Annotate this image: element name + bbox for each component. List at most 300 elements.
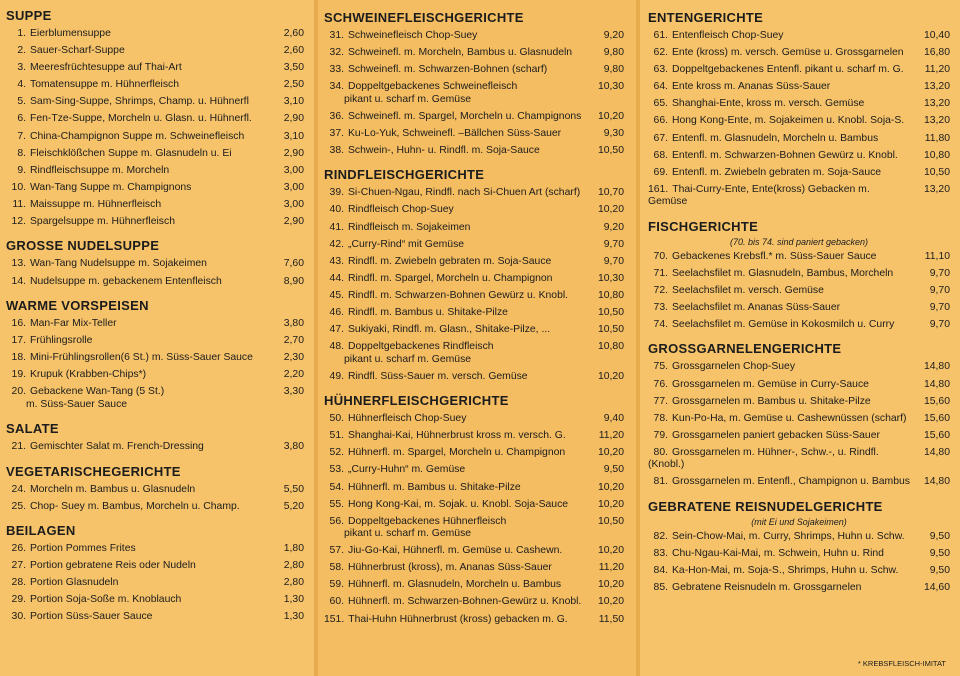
menu-item-number: 71. (653, 267, 668, 279)
menu-item-number: 67. (653, 132, 668, 144)
menu-item-number: 59. (329, 579, 344, 591)
menu-column-2 (318, 0, 636, 676)
menu-item-number: 9. (17, 164, 26, 176)
menu-item-name: Krupuk (Krabben-Chips*) (30, 369, 147, 381)
menu-item (6, 594, 304, 606)
menu-section-beilagen (6, 523, 304, 624)
menu-item-price: 9,80 (603, 64, 624, 76)
menu-item (648, 447, 950, 472)
menu-item-number: 39. (329, 187, 344, 199)
menu-item-description (648, 285, 916, 297)
menu-item-name: Thai-Curry-Ente, Ente(kross) Gebacken m. Gemüse (648, 183, 870, 208)
menu-item-name: Sam-Sing-Suppe, Shrimps, Champ. u. Hühnerfl (30, 96, 249, 108)
menu-item-name: Rindfl. m. Bambus u. Shitake-Pilze (348, 307, 508, 319)
menu-item-description (324, 307, 590, 319)
menu-item-name: Seelachsfilet m. Glasnudeln, Bambus, Morcheln (672, 267, 894, 279)
menu-item-number: 76. (653, 378, 668, 390)
menu-item-price: 2,50 (283, 79, 304, 91)
menu-item-description (324, 413, 590, 425)
menu-item (324, 447, 624, 459)
menu-item-name: Chu-Ngau-Kai-Mai, m. Schwein, Huhn u. Rind (672, 547, 884, 559)
menu-item-name: Gebratene Reisnudeln m. Grossgarnelen (672, 582, 862, 594)
menu-section-fischgerichte (648, 219, 950, 332)
menu-item-description (6, 182, 270, 194)
menu-item (324, 324, 624, 336)
menu-item-number: 49. (329, 370, 344, 382)
menu-item-name: Entenfleisch Chop-Suey (672, 30, 784, 41)
menu-item (6, 335, 304, 347)
menu-item-price: 9,80 (603, 47, 624, 59)
menu-item-description (648, 531, 916, 543)
menu-item-number: 36. (329, 110, 344, 122)
menu-item-price: 2,60 (283, 45, 304, 57)
menu-item-description (648, 251, 916, 263)
menu-section-entengerichte (648, 10, 950, 209)
menu-item-price: 10,80 (923, 149, 950, 161)
menu-item (648, 81, 950, 93)
menu-item-description (648, 47, 916, 59)
menu-item-price: 10,20 (597, 498, 624, 510)
menu-item-price: 16,80 (923, 47, 950, 59)
menu-item-price: 10,50 (597, 307, 624, 319)
menu-item-number: 46. (329, 307, 344, 319)
fold-line (314, 0, 318, 676)
menu-item-price: 11,20 (598, 430, 624, 442)
menu-item-name: Schweinefleisch Chop-Suey (348, 30, 478, 41)
menu-item-subline: pikant u. scharf m. Gemüse (344, 353, 472, 365)
menu-item (324, 111, 624, 123)
menu-item (324, 128, 624, 140)
menu-item-number: 11. (12, 198, 26, 210)
menu-item-number: 43. (329, 255, 344, 267)
menu-item (6, 79, 304, 91)
menu-item-name: Doppeltgebackenes Hühnerfleisch (348, 515, 507, 527)
menu-item-number: 42. (329, 238, 344, 250)
menu-item-number: 14. (11, 275, 26, 287)
menu-item-name: Schweinefl. m. Schwarzen-Bohnen (scharf) (348, 64, 548, 76)
menu-item-price: 3,50 (283, 62, 304, 74)
menu-item-description (6, 386, 270, 411)
menu-item-description (648, 133, 916, 145)
menu-item-description (648, 81, 916, 93)
menu-item-number: 68. (653, 149, 668, 161)
menu-item (324, 222, 624, 234)
menu-item-name: Grossgarnelen m. Hühner-, Schw.-, u. Rindfl. (Knobl.) (648, 446, 879, 471)
menu-item-price: 2,90 (283, 147, 304, 159)
menu-item-description (6, 148, 270, 160)
menu-item-description (648, 167, 916, 179)
menu-item-description (6, 560, 270, 572)
menu-item (6, 560, 304, 572)
menu-item-description (6, 62, 270, 74)
menu-item-price: 10,30 (597, 272, 624, 284)
menu-item (324, 256, 624, 268)
menu-item (324, 81, 624, 106)
menu-item-price: 10,50 (597, 515, 624, 527)
menu-item-price: 3,00 (283, 181, 304, 193)
menu-item-description (324, 341, 590, 366)
menu-item-description (648, 413, 916, 425)
menu-item (6, 45, 304, 57)
menu-item-price: 5,20 (283, 500, 304, 512)
menu-item-name: Gebackene Wan-Tang (5 St.) (30, 386, 165, 398)
menu-item-number: 151. (324, 613, 345, 625)
menu-column-1 (0, 0, 314, 676)
menu-item-name: Thai-Huhn Hühnerbrust (kross) gebacken m. G. (348, 613, 568, 625)
menu-section-gebratene-reisnudelgerichte (648, 499, 950, 595)
menu-item-number: 24. (11, 483, 26, 495)
menu-item-price: 14,80 (923, 361, 950, 373)
menu-item (648, 361, 950, 373)
menu-item-price: 7,60 (283, 258, 304, 270)
menu-item-description (6, 369, 270, 381)
menu-item (648, 319, 950, 331)
menu-item-name: Seelachsfilet m. Gemüse in Kokosmilch u. Curry (672, 319, 895, 331)
menu-item-name: Hühnerfl. m. Spargel, Morcheln u. Champignon (348, 447, 566, 459)
menu-item-number: 75. (653, 361, 668, 373)
menu-item-description (648, 319, 916, 331)
menu-item-description (324, 371, 590, 383)
menu-item-price: 3,80 (283, 317, 304, 329)
menu-item-number: 31. (329, 30, 344, 41)
menu-item-description (324, 596, 590, 608)
menu-item-price: 15,60 (923, 395, 950, 407)
menu-item-number: 65. (653, 98, 668, 110)
menu-item-name: Morcheln m. Bambus u. Glasnudeln (30, 483, 196, 495)
menu-item-number: 57. (329, 545, 344, 557)
menu-item-name: Rindfl. m. Spargel, Morcheln u. Champignon (348, 272, 553, 284)
menu-item-description (6, 45, 270, 57)
menu-item-number: 53. (329, 464, 344, 476)
menu-item-description (324, 273, 590, 285)
menu-item-price: 9,70 (929, 319, 950, 331)
menu-item-price: 9,20 (603, 221, 624, 233)
menu-item-price: 10,20 (597, 110, 624, 122)
menu-item-number: 50. (329, 413, 344, 425)
menu-item-description (324, 239, 590, 251)
menu-item-number: 18. (11, 352, 26, 364)
menu-item (324, 341, 624, 366)
menu-item-description (324, 222, 590, 234)
menu-item-price: 14,80 (923, 476, 950, 488)
menu-item-name: Ku-Lo-Yuk, Schweinefl. –Bällchen Süss-Sauer (348, 127, 562, 139)
menu-item-name: Portion Pommes Frites (30, 543, 136, 555)
menu-item-description (324, 614, 590, 626)
menu-item (648, 531, 950, 543)
menu-item-price: 2,60 (283, 28, 304, 39)
footnote: * KREBSFLEISCH-IMITAT (857, 659, 946, 668)
menu-item-number: 6. (17, 113, 26, 125)
menu-item-number: 32. (329, 47, 344, 59)
menu-item-price: 1,30 (283, 611, 304, 623)
menu-item-subline: m. Süss-Sauer Sauce (26, 398, 128, 410)
menu-item-description (324, 516, 590, 541)
menu-item-number: 30. (11, 611, 26, 623)
menu-item-name: Schweinefl. m. Morcheln, Bambus u. Glasnudeln (348, 47, 573, 59)
menu-item (6, 577, 304, 589)
menu-item (6, 258, 304, 270)
menu-item-number: 51. (329, 430, 344, 442)
menu-item (648, 582, 950, 594)
menu-item-number: 84. (653, 565, 668, 576)
menu-item-name: Portion Soja-Soße m. Knoblauch (30, 594, 182, 606)
menu-item-price: 11,80 (924, 132, 950, 144)
menu-item-description (6, 318, 270, 330)
menu-item-number: 73. (653, 301, 668, 313)
menu-item-description (6, 276, 270, 288)
menu-item-name: Eierblumensuppe (30, 28, 111, 39)
menu-item-description (6, 594, 270, 606)
menu-item (324, 562, 624, 574)
menu-item-name: Hühnerbrust (kross), m. Ananas Süss-Sauer (348, 562, 552, 574)
menu-item-number: 25. (11, 500, 26, 512)
menu-item-name: Hong Kong-Kai, m. Sojak. u. Knobl. Soja-Sauce (348, 498, 569, 510)
section-title: SCHWEINEFLEISCHGERICHTE (324, 10, 524, 25)
menu-item-description (648, 115, 916, 127)
menu-section-grosse-nudelsuppe (6, 238, 304, 288)
menu-item-price: 15,60 (923, 429, 950, 441)
menu-item-description (324, 499, 590, 511)
menu-item (6, 441, 304, 453)
menu-item-number: 29. (11, 594, 26, 606)
menu-section-salate (6, 421, 304, 453)
menu-item-price: 11,20 (598, 562, 624, 574)
menu-item (6, 182, 304, 194)
menu-item-number: 85. (653, 582, 668, 594)
menu-item (6, 113, 304, 125)
menu-item-name: Wan-Tang Suppe m. Champignons (30, 181, 192, 193)
menu-item-price: 10,50 (597, 144, 624, 156)
menu-item-number: 3. (17, 62, 26, 74)
menu-section-vegetarischegerichte (6, 464, 304, 514)
menu-item (6, 62, 304, 74)
menu-item-price: 10,20 (597, 596, 624, 608)
menu-item-price: 13,20 (923, 115, 950, 127)
menu-item-price: 5,50 (283, 483, 304, 495)
section-title: BEILAGEN (6, 523, 76, 539)
menu-item-description (6, 79, 270, 91)
menu-item-description (648, 379, 916, 391)
menu-item (324, 273, 624, 285)
menu-item-number: 74. (653, 319, 668, 331)
menu-item-description (648, 98, 916, 110)
menu-item-number: 27. (11, 560, 26, 572)
menu-item-number: 82. (653, 530, 668, 542)
menu-item-number: 58. (329, 562, 344, 574)
menu-item-name: Rindfl. m. Zwiebeln gebraten m. Soja-Sauce (348, 255, 552, 267)
menu-item-price: 11,10 (924, 250, 950, 262)
menu-item-price: 10,30 (597, 81, 624, 93)
menu-item (648, 133, 950, 145)
menu-item-number: 33. (329, 64, 344, 76)
menu-item-description (648, 30, 916, 42)
menu-item-price: 9,70 (603, 255, 624, 267)
menu-item-description (324, 187, 590, 199)
menu-item (324, 371, 624, 383)
menu-item-number: 52. (329, 447, 344, 459)
menu-section-grossgarnelengerichte (648, 341, 950, 488)
menu-item (324, 430, 624, 442)
menu-item-price: 9,50 (929, 565, 950, 576)
menu-item-price: 10,20 (597, 481, 624, 493)
menu-item-name: Portion Süss-Sauer Sauce (30, 611, 153, 623)
menu-item-name: „Curry-Huhn“ m. Gemüse (348, 464, 466, 476)
menu-item-price: 3,00 (283, 164, 304, 176)
menu-item-name: Frühlingsrolle (30, 335, 93, 347)
fold-line (636, 0, 640, 676)
menu-item-number: 41. (329, 221, 344, 233)
menu-item-description (6, 543, 270, 555)
menu-item-name: Seelachsfilet m. versch. Gemüse (672, 284, 824, 296)
section-title: SUPPE (6, 8, 52, 23)
menu-item-description (324, 145, 590, 157)
menu-item-description (648, 430, 916, 442)
menu-item-price: 9,50 (929, 547, 950, 559)
menu-item-price: 3,30 (283, 386, 304, 398)
menu-item-number: 20. (11, 386, 26, 398)
menu-section-schweinefleischgerichte (324, 10, 624, 157)
menu-item-description (648, 64, 916, 76)
menu-item-description (324, 464, 590, 476)
menu-item (648, 565, 950, 577)
menu-item-price: 9,20 (603, 30, 624, 41)
menu-item-price: 2,80 (283, 560, 304, 572)
menu-item-number: 17. (11, 335, 26, 347)
menu-item-number: 34. (329, 81, 344, 93)
menu-item-description (648, 361, 916, 373)
menu-item-description (6, 28, 270, 40)
menu-item-price: 9,70 (929, 301, 950, 313)
menu-item (324, 482, 624, 494)
menu-item (648, 413, 950, 425)
menu-item-name: Portion gebratene Reis oder Nudeln (30, 560, 196, 572)
menu-item (6, 216, 304, 228)
section-title: ENTENGERICHTE (648, 10, 764, 25)
menu-item-name: Rindfl. Süss-Sauer m. versch. Gemüse (348, 370, 528, 382)
menu-item-description (6, 96, 270, 108)
menu-item-name: Man-Far Mix-Teller (30, 317, 117, 329)
menu-item-price: 1,30 (283, 594, 304, 606)
menu-item (648, 379, 950, 391)
menu-item-name: Grossgarnelen m. Bambus u. Shitake-Pilze (672, 395, 871, 407)
menu-item-description (648, 447, 916, 472)
menu-item-number: 54. (329, 481, 344, 493)
menu-item (6, 276, 304, 288)
menu-item-price: 10,20 (597, 579, 624, 591)
menu-item-description (324, 30, 590, 42)
menu-item-price: 2,70 (283, 335, 304, 347)
menu-item-description (6, 131, 270, 143)
menu-item-price: 13,20 (923, 81, 950, 93)
menu-item-number: 61. (653, 30, 668, 41)
menu-item-price: 13,20 (923, 98, 950, 110)
menu-item-description (6, 258, 270, 270)
menu-item-number: 13. (11, 258, 26, 270)
menu-item (648, 430, 950, 442)
menu-item (6, 386, 304, 411)
menu-item-price: 10,40 (923, 30, 950, 41)
menu-item (648, 167, 950, 179)
menu-item (324, 239, 624, 251)
menu-item-price: 11,50 (598, 613, 624, 625)
section-title: RINDFLEISCHGERICHTE (324, 167, 485, 183)
menu-item (648, 64, 950, 76)
menu-item-price: 14,80 (923, 378, 950, 390)
menu-item-price: 3,00 (283, 198, 304, 210)
menu-item-name: Grossgarnelen Chop-Suey (672, 361, 796, 373)
menu-item-description (6, 501, 270, 513)
menu-item (6, 165, 304, 177)
menu-item (6, 96, 304, 108)
menu-item-name: Hühnerfleisch Chop-Suey (348, 413, 467, 425)
menu-item-price: 8,90 (283, 275, 304, 287)
menu-item-name: Sukiyaki, Rindfl. m. Glasn., Shitake-Pilze, ... (348, 324, 551, 336)
menu-item-name: Shanghai-Kai, Hühnerbrust kross m. versch. G. (348, 430, 566, 442)
menu-item (324, 499, 624, 511)
menu-item-number: 26. (11, 543, 26, 555)
menu-item-number: 19. (11, 369, 26, 381)
menu-item (6, 543, 304, 555)
menu-item-description (324, 430, 590, 442)
menu-item-price: 10,20 (597, 370, 624, 382)
menu-item-price: 10,80 (597, 289, 624, 301)
menu-item (648, 548, 950, 560)
menu-item-description (324, 324, 590, 336)
menu-item-number: 60. (329, 596, 344, 608)
menu-item (6, 199, 304, 211)
menu-item-number: 70. (653, 250, 668, 262)
menu-item-number: 81. (653, 476, 668, 488)
menu-item-price: 10,50 (923, 166, 950, 178)
menu-item-number: 63. (653, 64, 668, 76)
menu-item (648, 115, 950, 127)
menu-item-description (324, 111, 590, 123)
menu-item-name: Ka-Hon-Mai, m. Soja-S., Shrimps, Huhn u. Schw. (672, 565, 899, 576)
menu-item-number: 16. (11, 317, 26, 329)
menu-item-price: 10,70 (597, 187, 624, 199)
menu-item-number: 1. (17, 28, 26, 39)
menu-item-number: 79. (653, 429, 668, 441)
menu-item-name: Jiu-Go-Kai, Hühnerfl. m. Gemüse u. Cashewn. (348, 545, 563, 557)
menu-item-name: Ente kross m. Ananas Süss-Sauer (672, 81, 831, 93)
menu-item-description (648, 268, 916, 280)
menu-item-description (6, 113, 270, 125)
menu-item-number: 2. (17, 45, 26, 57)
menu-item-name: Ente (kross) m. versch. Gemüse u. Grossgarnelen (672, 47, 904, 59)
menu-item-price: 10,50 (597, 324, 624, 336)
menu-item-description (648, 184, 916, 209)
menu-item (6, 352, 304, 364)
menu-item-number: 56. (329, 515, 344, 527)
menu-item-number: 80. (653, 446, 668, 458)
menu-item (324, 204, 624, 216)
menu-item-name: Fen-Tze-Suppe, Morcheln u. Glasn. u. Hühnerfl. (30, 113, 252, 125)
section-title: FISCHGERICHTE (648, 218, 759, 234)
menu-item-name: Hühnerfl. m. Bambus u. Shitake-Pilze (348, 481, 521, 493)
menu-item (6, 131, 304, 143)
section-title: VEGETARISCHEGERICHTE (6, 463, 181, 479)
section-note: (70. bis 74. sind paniert gebacken) (729, 236, 869, 247)
menu-item-price: 10,80 (597, 341, 624, 353)
menu-item (648, 476, 950, 488)
menu-item-number: 161. (648, 183, 669, 195)
menu-item-name: Hong Kong-Ente, m. Sojakeimen u. Knobl. Soja-S. (672, 115, 905, 127)
menu-item-name: Schwein-, Huhn- u. Rindfl. m. Soja-Sauce (348, 144, 540, 156)
menu-item-name: Tomatensuppe m. Hühnerfleisch (30, 79, 180, 91)
menu-item-name: Grossgarnelen m. Gemüse in Curry-Sauce (672, 378, 869, 390)
menu-item-number: 10. (11, 181, 26, 193)
menu-item-number: 7. (17, 130, 26, 142)
